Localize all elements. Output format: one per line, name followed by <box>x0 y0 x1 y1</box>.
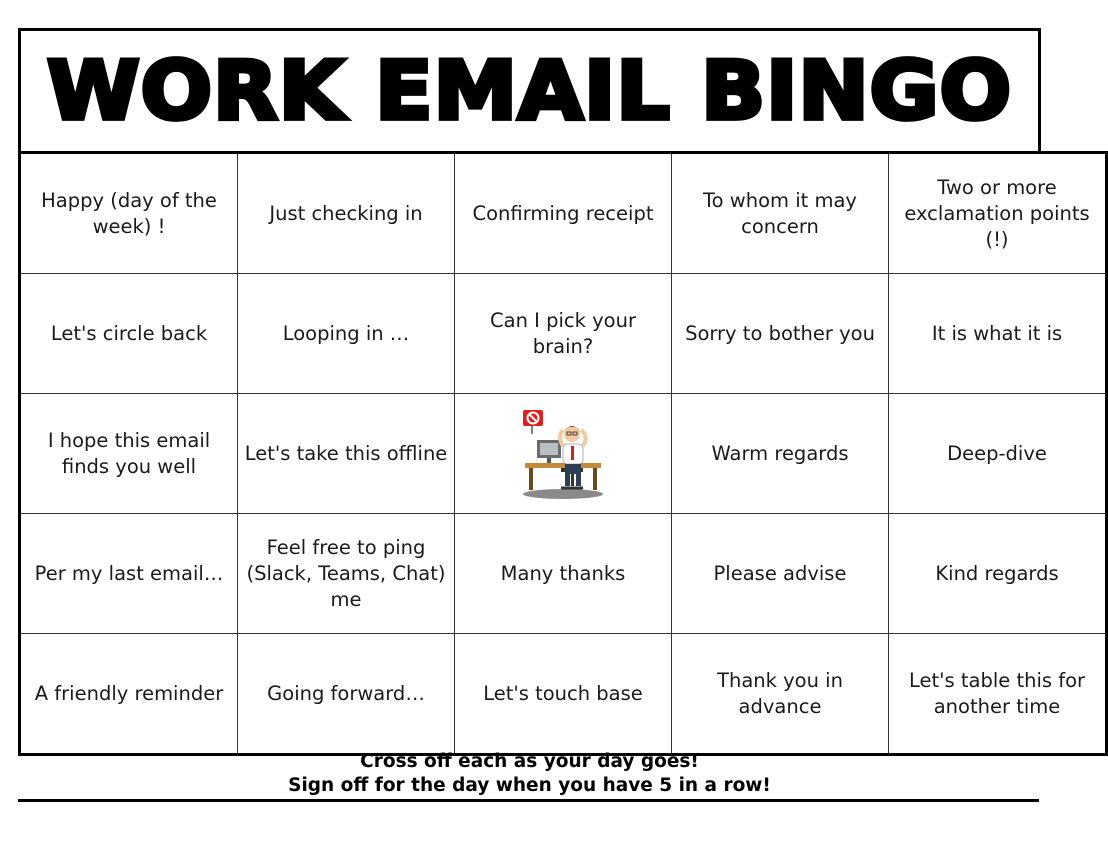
bingo-cell[interactable]: Let's take this offline <box>238 394 455 514</box>
bottom-divider <box>18 799 1039 802</box>
bingo-cell[interactable]: Going forward… <box>238 634 455 755</box>
bingo-cell[interactable]: Thank you in advance <box>672 634 889 755</box>
bingo-cell[interactable]: Feel free to ping (Slack, Teams, Chat) me <box>238 514 455 634</box>
bingo-cell[interactable]: I hope this email finds you well <box>20 394 238 514</box>
bingo-row <box>20 514 1107 634</box>
bingo-cell[interactable]: Warm regards <box>672 394 889 514</box>
bingo-cell[interactable]: Let's table this for another time <box>889 634 1107 755</box>
bingo-cell[interactable]: Looping in … <box>238 274 455 394</box>
bingo-cell[interactable]: Two or more exclamation points (!) <box>889 153 1107 274</box>
bingo-row <box>20 274 1107 394</box>
bingo-row <box>20 153 1107 274</box>
bingo-cell[interactable]: To whom it may concern <box>672 153 889 274</box>
bingo-cell[interactable]: Many thanks <box>455 514 672 634</box>
instruction-line: Sign off for the day when you have 5 in a row! <box>288 775 771 796</box>
bingo-cell[interactable]: Let's touch base <box>455 634 672 755</box>
bingo-cell[interactable]: Please advise <box>672 514 889 634</box>
instructions <box>18 750 1041 798</box>
bingo-cell[interactable]: Happy (day of the week) ! <box>20 153 238 274</box>
bingo-cell[interactable]: A friendly reminder <box>20 634 238 755</box>
bingo-cell[interactable]: Let's circle back <box>20 274 238 394</box>
title-banner <box>18 28 1041 151</box>
bingo-card <box>18 28 1090 756</box>
instruction-line: Cross off each as your day goes! <box>360 751 699 772</box>
frustrated-office-worker-icon <box>515 406 611 502</box>
bingo-cell[interactable]: Just checking in <box>238 153 455 274</box>
bingo-cell[interactable]: Confirming receipt <box>455 153 672 274</box>
bingo-row <box>20 394 1107 514</box>
page-title: WORK EMAIL BINGO <box>46 44 1013 138</box>
bingo-cell[interactable]: Sorry to bother you <box>672 274 889 394</box>
bingo-cell[interactable]: Per my last email… <box>20 514 238 634</box>
bingo-cell[interactable]: Deep-dive <box>889 394 1107 514</box>
bingo-cell[interactable]: It is what it is <box>889 274 1107 394</box>
free-space-cell[interactable] <box>455 394 672 514</box>
bingo-cell[interactable]: Kind regards <box>889 514 1107 634</box>
bingo-cell[interactable]: Can I pick your brain? <box>455 274 672 394</box>
bingo-grid <box>18 151 1108 756</box>
bingo-row <box>20 634 1107 755</box>
